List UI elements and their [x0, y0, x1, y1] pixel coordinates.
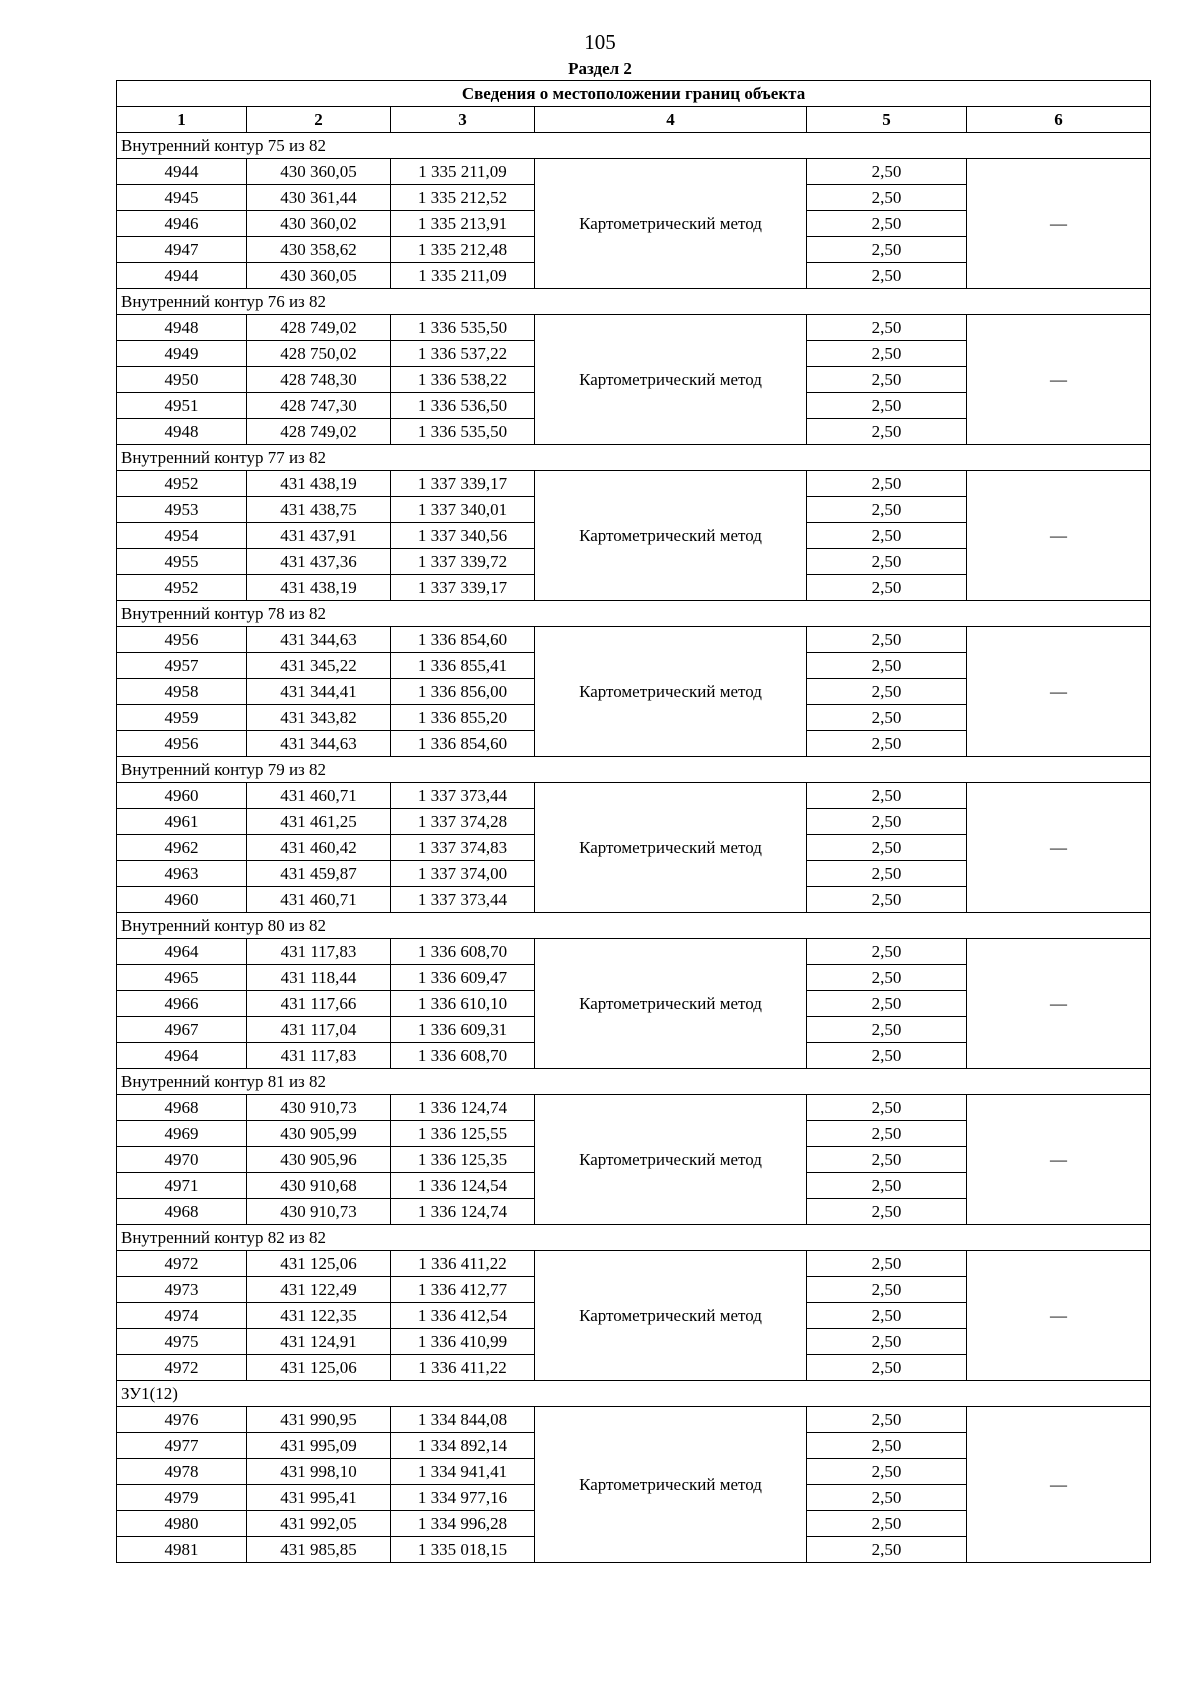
group-title-row [117, 445, 1151, 471]
accuracy-value: 2,50 [807, 1537, 967, 1563]
point-number: 4960 [117, 783, 247, 809]
point-number: 4967 [117, 1017, 247, 1043]
coordinate-y: 1 335 211,09 [391, 263, 535, 289]
coordinate-y: 1 336 411,22 [391, 1355, 535, 1381]
coordinate-y: 1 337 374,28 [391, 809, 535, 835]
coordinate-y: 1 336 412,77 [391, 1277, 535, 1303]
table-row [117, 315, 1151, 341]
accuracy-value: 2,50 [807, 991, 967, 1017]
method-cell: Картометрический метод [535, 471, 807, 601]
coordinate-y: 1 336 609,47 [391, 965, 535, 991]
coordinate-y: 1 336 609,31 [391, 1017, 535, 1043]
accuracy-value: 2,50 [807, 393, 967, 419]
contour-title: Внутренний контур 77 из 82 [117, 445, 1151, 471]
point-number: 4960 [117, 887, 247, 913]
coordinate-y: 1 337 339,72 [391, 549, 535, 575]
coordinate-x: 430 360,02 [247, 211, 391, 237]
accuracy-value: 2,50 [807, 965, 967, 991]
point-number: 4958 [117, 679, 247, 705]
method-cell: Картометрический метод [535, 159, 807, 289]
coordinate-y: 1 336 125,35 [391, 1147, 535, 1173]
method-cell: Картометрический метод [535, 627, 807, 757]
accuracy-value: 2,50 [807, 1251, 967, 1277]
coordinate-x: 431 992,05 [247, 1511, 391, 1537]
coordinate-y: 1 337 374,00 [391, 861, 535, 887]
table-row [117, 159, 1151, 185]
coordinate-x: 431 117,04 [247, 1017, 391, 1043]
accuracy-value: 2,50 [807, 861, 967, 887]
accuracy-value: 2,50 [807, 315, 967, 341]
point-number: 4954 [117, 523, 247, 549]
coordinate-x: 431 998,10 [247, 1459, 391, 1485]
contour-title: Внутренний контур 78 из 82 [117, 601, 1151, 627]
coordinate-x: 431 995,41 [247, 1485, 391, 1511]
coordinate-x: 431 438,19 [247, 575, 391, 601]
coordinate-y: 1 336 536,50 [391, 393, 535, 419]
note-dash: — [967, 1251, 1151, 1381]
point-number: 4965 [117, 965, 247, 991]
coordinate-x: 430 910,68 [247, 1173, 391, 1199]
accuracy-value: 2,50 [807, 1043, 967, 1069]
note-dash: — [967, 783, 1151, 913]
coordinate-y: 1 337 374,83 [391, 835, 535, 861]
accuracy-value: 2,50 [807, 1147, 967, 1173]
point-number: 4961 [117, 809, 247, 835]
point-number: 4963 [117, 861, 247, 887]
group-title-row [117, 289, 1151, 315]
column-header-6: 6 [967, 107, 1151, 133]
point-number: 4957 [117, 653, 247, 679]
coordinate-y: 1 336 608,70 [391, 939, 535, 965]
accuracy-value: 2,50 [807, 497, 967, 523]
accuracy-value: 2,50 [807, 1407, 967, 1433]
accuracy-value: 2,50 [807, 1485, 967, 1511]
accuracy-value: 2,50 [807, 1355, 967, 1381]
coordinate-y: 1 336 411,22 [391, 1251, 535, 1277]
coordinate-x: 428 748,30 [247, 367, 391, 393]
point-number: 4980 [117, 1511, 247, 1537]
note-dash: — [967, 471, 1151, 601]
group-title-row [117, 913, 1151, 939]
table-row [117, 1095, 1151, 1121]
accuracy-value: 2,50 [807, 575, 967, 601]
coordinate-x: 430 905,99 [247, 1121, 391, 1147]
accuracy-value: 2,50 [807, 1199, 967, 1225]
accuracy-value: 2,50 [807, 471, 967, 497]
accuracy-value: 2,50 [807, 939, 967, 965]
point-number: 4979 [117, 1485, 247, 1511]
coordinate-y: 1 336 608,70 [391, 1043, 535, 1069]
section-title: Раздел 2 [568, 59, 632, 78]
coordinate-x: 431 344,63 [247, 627, 391, 653]
column-header-2: 2 [247, 107, 391, 133]
note-dash: — [967, 315, 1151, 445]
table-row [117, 1251, 1151, 1277]
point-number: 4950 [117, 367, 247, 393]
point-number: 4946 [117, 211, 247, 237]
point-number: 4968 [117, 1095, 247, 1121]
coordinate-x: 431 345,22 [247, 653, 391, 679]
coordinate-x: 431 990,95 [247, 1407, 391, 1433]
coordinate-y: 1 336 610,10 [391, 991, 535, 1017]
column-header-row [117, 107, 1151, 133]
coordinate-y: 1 336 854,60 [391, 627, 535, 653]
coordinate-x: 430 910,73 [247, 1199, 391, 1225]
accuracy-value: 2,50 [807, 731, 967, 757]
point-number: 4964 [117, 1043, 247, 1069]
method-cell: Картометрический метод [535, 1095, 807, 1225]
coordinate-y: 1 337 340,01 [391, 497, 535, 523]
contour-title: Внутренний контур 81 из 82 [117, 1069, 1151, 1095]
point-number: 4976 [117, 1407, 247, 1433]
contour-title: Внутренний контур 82 из 82 [117, 1225, 1151, 1251]
coordinate-y: 1 334 996,28 [391, 1511, 535, 1537]
point-number: 4966 [117, 991, 247, 1017]
coordinate-x: 428 747,30 [247, 393, 391, 419]
coordinate-x: 431 343,82 [247, 705, 391, 731]
note-dash: — [967, 1095, 1151, 1225]
coordinate-y: 1 337 373,44 [391, 887, 535, 913]
contour-title: ЗУ1(12) [117, 1381, 1151, 1407]
accuracy-value: 2,50 [807, 783, 967, 809]
accuracy-value: 2,50 [807, 159, 967, 185]
coordinate-y: 1 334 844,08 [391, 1407, 535, 1433]
coordinate-y: 1 336 854,60 [391, 731, 535, 757]
group-title-row [117, 1381, 1151, 1407]
point-number: 4970 [117, 1147, 247, 1173]
point-number: 4972 [117, 1355, 247, 1381]
table-caption-row [117, 81, 1151, 107]
accuracy-value: 2,50 [807, 523, 967, 549]
accuracy-value: 2,50 [807, 705, 967, 731]
point-number: 4944 [117, 263, 247, 289]
point-number: 4975 [117, 1329, 247, 1355]
coordinate-x: 431 117,83 [247, 1043, 391, 1069]
coordinate-y: 1 336 125,55 [391, 1121, 535, 1147]
method-cell: Картометрический метод [535, 315, 807, 445]
coordinate-x: 431 122,35 [247, 1303, 391, 1329]
method-cell: Картометрический метод [535, 1251, 807, 1381]
group-title-row [117, 133, 1151, 159]
accuracy-value: 2,50 [807, 1121, 967, 1147]
column-header-5: 5 [807, 107, 967, 133]
point-number: 4973 [117, 1277, 247, 1303]
contour-title: Внутренний контур 80 из 82 [117, 913, 1151, 939]
table-row [117, 627, 1151, 653]
point-number: 4945 [117, 185, 247, 211]
point-number: 4944 [117, 159, 247, 185]
coordinate-x: 431 117,83 [247, 939, 391, 965]
boundary-coordinates-table [116, 80, 1151, 1563]
accuracy-value: 2,50 [807, 627, 967, 653]
column-header-4: 4 [535, 107, 807, 133]
coordinate-y: 1 334 941,41 [391, 1459, 535, 1485]
coordinate-x: 431 437,91 [247, 523, 391, 549]
coordinate-x: 431 437,36 [247, 549, 391, 575]
point-number: 4947 [117, 237, 247, 263]
coordinate-y: 1 337 373,44 [391, 783, 535, 809]
accuracy-value: 2,50 [807, 1095, 967, 1121]
table-row [117, 471, 1151, 497]
coordinate-x: 431 461,25 [247, 809, 391, 835]
accuracy-value: 2,50 [807, 185, 967, 211]
coordinate-x: 431 995,09 [247, 1433, 391, 1459]
accuracy-value: 2,50 [807, 1511, 967, 1537]
point-number: 4956 [117, 627, 247, 653]
point-number: 4949 [117, 341, 247, 367]
coordinate-y: 1 335 211,09 [391, 159, 535, 185]
contour-title: Внутренний контур 75 из 82 [117, 133, 1151, 159]
group-title-row [117, 601, 1151, 627]
accuracy-value: 2,50 [807, 809, 967, 835]
coordinate-y: 1 337 340,56 [391, 523, 535, 549]
accuracy-value: 2,50 [807, 1173, 967, 1199]
accuracy-value: 2,50 [807, 1277, 967, 1303]
point-number: 4972 [117, 1251, 247, 1277]
method-cell: Картометрический метод [535, 1407, 807, 1563]
coordinate-x: 431 985,85 [247, 1537, 391, 1563]
coordinate-y: 1 336 855,20 [391, 705, 535, 731]
note-dash: — [967, 1407, 1151, 1563]
coordinate-y: 1 336 855,41 [391, 653, 535, 679]
point-number: 4962 [117, 835, 247, 861]
coordinate-x: 430 358,62 [247, 237, 391, 263]
coordinate-y: 1 336 410,99 [391, 1329, 535, 1355]
accuracy-value: 2,50 [807, 549, 967, 575]
coordinate-x: 430 905,96 [247, 1147, 391, 1173]
note-dash: — [967, 939, 1151, 1069]
coordinate-x: 431 438,75 [247, 497, 391, 523]
point-number: 4948 [117, 419, 247, 445]
coordinate-x: 428 749,02 [247, 315, 391, 341]
coordinate-x: 428 749,02 [247, 419, 391, 445]
coordinate-y: 1 337 339,17 [391, 471, 535, 497]
accuracy-value: 2,50 [807, 211, 967, 237]
column-header-3: 3 [391, 107, 535, 133]
coordinate-y: 1 336 535,50 [391, 419, 535, 445]
table-caption: Сведения о местоположении границ объекта [117, 81, 1151, 107]
coordinate-x: 431 460,71 [247, 783, 391, 809]
coordinate-x: 431 460,71 [247, 887, 391, 913]
note-dash: — [967, 627, 1151, 757]
point-number: 4974 [117, 1303, 247, 1329]
coordinate-y: 1 336 124,74 [391, 1199, 535, 1225]
coordinate-y: 1 335 213,91 [391, 211, 535, 237]
coordinate-y: 1 335 018,15 [391, 1537, 535, 1563]
contour-title: Внутренний контур 76 из 82 [117, 289, 1151, 315]
point-number: 4971 [117, 1173, 247, 1199]
coordinate-x: 428 750,02 [247, 341, 391, 367]
coordinate-x: 430 361,44 [247, 185, 391, 211]
coordinate-y: 1 336 535,50 [391, 315, 535, 341]
coordinate-x: 431 117,66 [247, 991, 391, 1017]
coordinate-y: 1 334 977,16 [391, 1485, 535, 1511]
point-number: 4959 [117, 705, 247, 731]
contour-title: Внутренний контур 79 из 82 [117, 757, 1151, 783]
accuracy-value: 2,50 [807, 887, 967, 913]
point-number: 4978 [117, 1459, 247, 1485]
accuracy-value: 2,50 [807, 367, 967, 393]
point-number: 4948 [117, 315, 247, 341]
coordinate-x: 430 910,73 [247, 1095, 391, 1121]
table-row [117, 939, 1151, 965]
accuracy-value: 2,50 [807, 1329, 967, 1355]
coordinate-y: 1 334 892,14 [391, 1433, 535, 1459]
coordinate-y: 1 336 537,22 [391, 341, 535, 367]
accuracy-value: 2,50 [807, 1433, 967, 1459]
coordinate-x: 431 118,44 [247, 965, 391, 991]
group-title-row [117, 1225, 1151, 1251]
coordinate-y: 1 336 412,54 [391, 1303, 535, 1329]
point-number: 4952 [117, 575, 247, 601]
table-row [117, 783, 1151, 809]
method-cell: Картометрический метод [535, 783, 807, 913]
coordinate-x: 431 460,42 [247, 835, 391, 861]
point-number: 4952 [117, 471, 247, 497]
coordinate-y: 1 335 212,52 [391, 185, 535, 211]
point-number: 4951 [117, 393, 247, 419]
coordinate-x: 431 459,87 [247, 861, 391, 887]
point-number: 4964 [117, 939, 247, 965]
group-title-row [117, 757, 1151, 783]
method-cell: Картометрический метод [535, 939, 807, 1069]
page-number: 105 [584, 30, 616, 54]
group-title-row [117, 1069, 1151, 1095]
coordinate-y: 1 336 124,74 [391, 1095, 535, 1121]
point-number: 4977 [117, 1433, 247, 1459]
accuracy-value: 2,50 [807, 1459, 967, 1485]
accuracy-value: 2,50 [807, 263, 967, 289]
accuracy-value: 2,50 [807, 1303, 967, 1329]
coordinate-y: 1 336 538,22 [391, 367, 535, 393]
coordinate-y: 1 336 856,00 [391, 679, 535, 705]
column-header-1: 1 [117, 107, 247, 133]
coordinate-x: 431 438,19 [247, 471, 391, 497]
accuracy-value: 2,50 [807, 419, 967, 445]
table-row [117, 1407, 1151, 1433]
coordinate-x: 430 360,05 [247, 263, 391, 289]
coordinate-x: 431 125,06 [247, 1355, 391, 1381]
coordinate-y: 1 335 212,48 [391, 237, 535, 263]
point-number: 4953 [117, 497, 247, 523]
accuracy-value: 2,50 [807, 679, 967, 705]
coordinate-y: 1 336 124,54 [391, 1173, 535, 1199]
point-number: 4981 [117, 1537, 247, 1563]
coordinate-x: 431 124,91 [247, 1329, 391, 1355]
coordinate-x: 431 344,41 [247, 679, 391, 705]
accuracy-value: 2,50 [807, 653, 967, 679]
accuracy-value: 2,50 [807, 835, 967, 861]
coordinate-x: 431 344,63 [247, 731, 391, 757]
accuracy-value: 2,50 [807, 1017, 967, 1043]
accuracy-value: 2,50 [807, 237, 967, 263]
point-number: 4955 [117, 549, 247, 575]
point-number: 4968 [117, 1199, 247, 1225]
note-dash: — [967, 159, 1151, 289]
accuracy-value: 2,50 [807, 341, 967, 367]
coordinate-y: 1 337 339,17 [391, 575, 535, 601]
coordinate-x: 431 122,49 [247, 1277, 391, 1303]
point-number: 4969 [117, 1121, 247, 1147]
point-number: 4956 [117, 731, 247, 757]
coordinate-x: 430 360,05 [247, 159, 391, 185]
coordinate-x: 431 125,06 [247, 1251, 391, 1277]
